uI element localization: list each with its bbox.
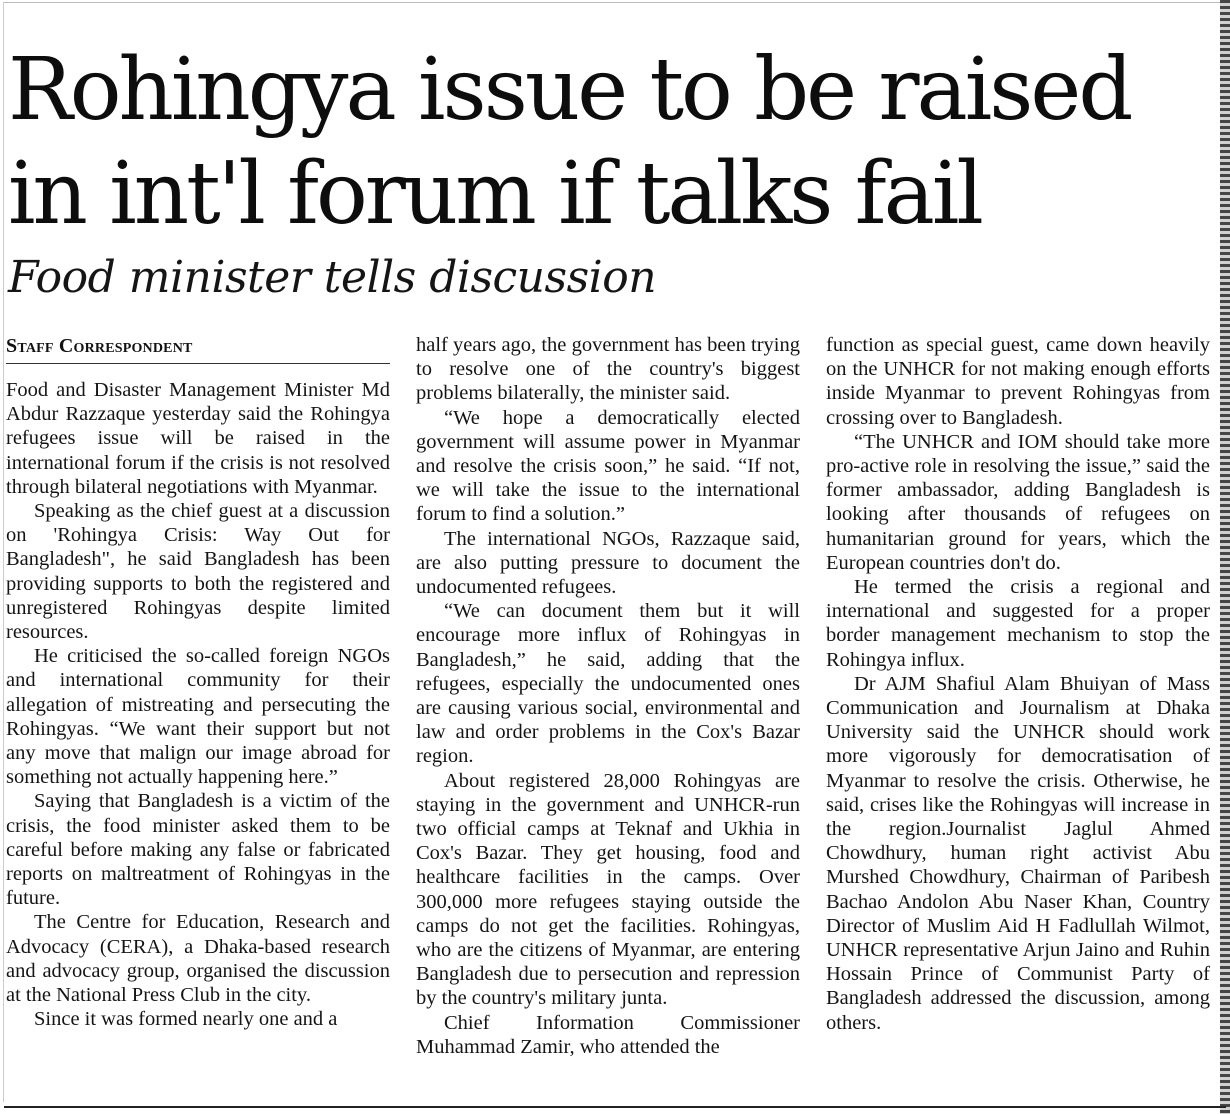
paragraph: function as special guest, came down heavily on the UNHCR for not making enough efforts inside Myanmar to prevent Rohingyas from crossing over to Bangladesh. (826, 334, 1210, 429)
byline-spacer (6, 364, 390, 378)
paragraph: “The UNHCR and IOM should take more pro-active role in resolving the issue,” said the former ambassador, adding Bangladesh is looking after thousands of refugees on humanitarian ground for years, which the European countries don't do. (826, 430, 1210, 574)
paragraph: He criticised the so-called foreign NGOs and international community for their allegation of mistreating and persecuting the Rohingyas. “We want their support but not any move that malign our image abroad for something not actually happening here.” (6, 645, 390, 789)
article-body (6, 333, 1214, 1097)
paragraph: The Centre for Education, Research and Advocacy (CERA), a Dhaka-based research and advocacy group, organised the discussion at the National Press Club in the city. (6, 911, 390, 1007)
scanned-edge (1220, 0, 1230, 1114)
paragraph: “We can document them but it will encourage more influx of Rohingyas in Bangladesh,” he said, adding that the refugees, especially the undocumented ones are causing various social, environmental and law and order problems in the Cox's Bazar region. (416, 600, 800, 768)
paragraph: The international NGOs, Razzaque said, are also putting pressure to document the undocumented refugees. (416, 527, 800, 599)
bottom-border (4, 1106, 1226, 1108)
column-2 (416, 333, 800, 1097)
headline: Rohingya issue to be raised in int'l forum if talks fail (8, 40, 1131, 244)
paragraph: “We hope a democratically elected government will assume power in Myanmar and resolve the crisis soon,” he said. “If not, we will take the issue to the international forum to find a solution.” (416, 406, 800, 526)
paragraph: Saying that Bangladesh is a victim of the crisis, the food minister asked them to be careful before making any false or fabricated reports on maltreatment of Rohingyas in the future. (6, 790, 390, 910)
paragraph: Since it was formed nearly one and a (34, 1008, 338, 1031)
subheadline: Food minister tells discussion (8, 252, 657, 303)
paragraph: Dr AJM Shafiul Alam Bhuiyan of Mass Communication and Journalism at Dhaka University said the UNHCR should work more vigorously for democratisation of Myanmar to resolve the crisis. Otherwise, he said, crises like the Rohingyas will increase in the region.Journalist Jaglul Ahmed Chowdhury, human right activist Abu Murshed Chowdhury, Chairman of Paribesh Bachao Andolon Abu Naser Khan, Country Director of Muslim Aid H Fadlullah Wilmot, UNHCR representative Arjun Jaino and Ruhin Hossain Prince of Communist Party of Bangladesh addressed the discussion, among others. (826, 672, 1210, 1034)
column-1 (6, 333, 390, 1097)
top-border (4, 2, 1226, 3)
paragraph: Chief Information Commissioner Muhammad Zamir, who attended the (416, 1011, 800, 1058)
paragraph: Speaking as the chief guest at a discussion on 'Rohingya Crisis: Way Out for Bangladesh", he said Bangladesh has been providing supports to both the registered and unregistered Rohingyas despite limited resources. (6, 500, 390, 644)
paragraph: half years ago, the government has been trying to resolve one of the country's biggest problems bilaterally, the minister said. (416, 334, 800, 405)
column-3 (826, 333, 1210, 1097)
byline: Staff Correspondent (6, 333, 390, 364)
left-border (3, 2, 4, 1102)
paragraph: About registered 28,000 Rohingyas are staying in the government and UNHCR-run two official camps at Teknaf and Ukhia in Cox's Bazar. They get housing, food and healthcare facilities in the camps. Over 300,000 more refugees staying outside the camps do not get the facilities. Rohingyas, who are the citizens of Myanmar, are entering Bangladesh due to persecution and repression by the country's military junta. (416, 769, 800, 1010)
paragraph: Food and Disaster Management Minister Md Abdur Razzaque yesterday said the Rohingya refugees issue will be raised in the international forum if the crisis is not resolved through bilateral negotiations with Myanmar. (6, 379, 390, 498)
paragraph: He termed the crisis a regional and international and suggested for a proper border management mechanism to stop the Rohingya influx. (826, 576, 1210, 671)
